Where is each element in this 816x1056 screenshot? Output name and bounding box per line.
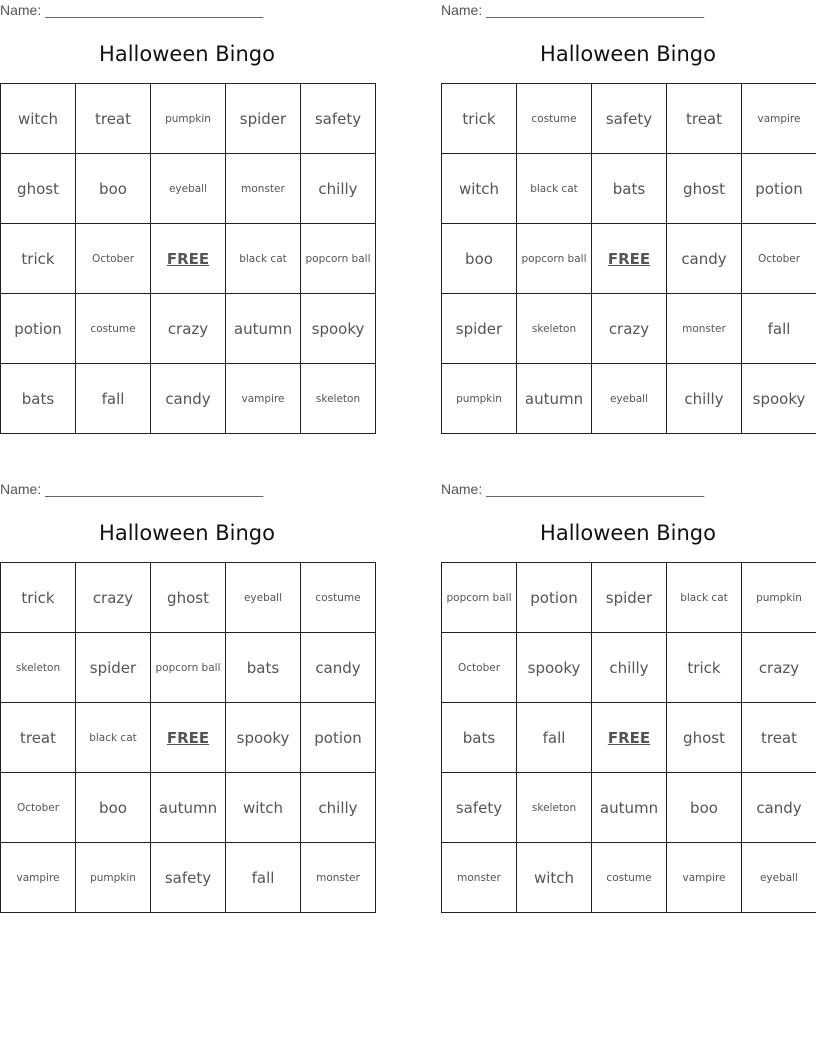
bingo-cell: candy xyxy=(151,364,226,434)
bingo-cell: chilly xyxy=(667,364,742,434)
bingo-cell: safety xyxy=(301,84,376,154)
free-space-cell: FREE xyxy=(592,703,667,773)
bingo-cell: ghost xyxy=(1,154,76,224)
card-title: Halloween Bingo xyxy=(540,521,716,545)
bingo-cell: skeleton xyxy=(517,294,592,364)
card-title: Halloween Bingo xyxy=(540,42,716,66)
bingo-cell: spider xyxy=(226,84,301,154)
bingo-cell: treat xyxy=(76,84,151,154)
bingo-cell: autumn xyxy=(592,773,667,843)
bingo-cell: autumn xyxy=(517,364,592,434)
bingo-cell: skeleton xyxy=(301,364,376,434)
bingo-card-1 xyxy=(0,0,376,436)
bingo-cell: vampire xyxy=(1,843,76,913)
free-space-cell: FREE xyxy=(151,224,226,294)
bingo-cell: potion xyxy=(1,294,76,364)
name-label: Name: ____________________________ xyxy=(441,2,705,18)
bingo-cell: trick xyxy=(1,224,76,294)
name-label: Name: ____________________________ xyxy=(0,481,264,497)
bingo-cell: spooky xyxy=(517,633,592,703)
bingo-cell: eyeball xyxy=(742,843,816,913)
bingo-cell: autumn xyxy=(226,294,301,364)
bingo-cell: crazy xyxy=(742,633,816,703)
bingo-cell: witch xyxy=(442,154,517,224)
bingo-cell: autumn xyxy=(151,773,226,843)
bingo-cell: monster xyxy=(301,843,376,913)
bingo-cell: pumpkin xyxy=(742,563,816,633)
bingo-cell: ghost xyxy=(151,563,226,633)
bingo-cell: ghost xyxy=(667,703,742,773)
bingo-cell: October xyxy=(442,633,517,703)
bingo-cell: potion xyxy=(301,703,376,773)
bingo-cell: boo xyxy=(667,773,742,843)
bingo-cell: spider xyxy=(592,563,667,633)
bingo-cell: eyeball xyxy=(592,364,667,434)
bingo-cell: popcorn ball xyxy=(517,224,592,294)
card-title: Halloween Bingo xyxy=(99,42,275,66)
bingo-cell: trick xyxy=(442,84,517,154)
bingo-cell: skeleton xyxy=(1,633,76,703)
bingo-cell: October xyxy=(76,224,151,294)
bingo-cell: treat xyxy=(667,84,742,154)
bingo-cell: chilly xyxy=(301,154,376,224)
bingo-cell: costume xyxy=(592,843,667,913)
bingo-cell: crazy xyxy=(592,294,667,364)
bingo-cell: potion xyxy=(742,154,816,224)
bingo-cell: witch xyxy=(226,773,301,843)
bingo-cell: trick xyxy=(667,633,742,703)
bingo-cell: boo xyxy=(76,773,151,843)
bingo-card-4 xyxy=(441,479,816,915)
bingo-cell: bats xyxy=(442,703,517,773)
bingo-cell: boo xyxy=(76,154,151,224)
bingo-cell: popcorn ball xyxy=(442,563,517,633)
bingo-cell: safety xyxy=(592,84,667,154)
bingo-cell: chilly xyxy=(301,773,376,843)
bingo-cell: fall xyxy=(517,703,592,773)
bingo-cell: October xyxy=(742,224,816,294)
bingo-cell: fall xyxy=(226,843,301,913)
bingo-cell: treat xyxy=(742,703,816,773)
bingo-cell: trick xyxy=(1,563,76,633)
bingo-cell: fall xyxy=(742,294,816,364)
bingo-cell: chilly xyxy=(592,633,667,703)
bingo-cell: vampire xyxy=(742,84,816,154)
bingo-cell: crazy xyxy=(76,563,151,633)
bingo-cell: witch xyxy=(1,84,76,154)
bingo-cell: costume xyxy=(76,294,151,364)
bingo-cell: spooky xyxy=(301,294,376,364)
bingo-grid xyxy=(0,562,376,913)
bingo-cell: candy xyxy=(742,773,816,843)
bingo-cell: skeleton xyxy=(517,773,592,843)
bingo-cell: black cat xyxy=(667,563,742,633)
bingo-cell: bats xyxy=(592,154,667,224)
bingo-cell: October xyxy=(1,773,76,843)
bingo-cell: bats xyxy=(1,364,76,434)
bingo-cell: fall xyxy=(76,364,151,434)
bingo-cell: spooky xyxy=(742,364,816,434)
bingo-cell: ghost xyxy=(667,154,742,224)
bingo-cell: black cat xyxy=(226,224,301,294)
bingo-cell: popcorn ball xyxy=(151,633,226,703)
bingo-cell: pumpkin xyxy=(442,364,517,434)
bingo-cell: crazy xyxy=(151,294,226,364)
bingo-cell: popcorn ball xyxy=(301,224,376,294)
bingo-cell: pumpkin xyxy=(151,84,226,154)
bingo-cell: eyeball xyxy=(226,563,301,633)
bingo-cell: black cat xyxy=(76,703,151,773)
bingo-cell: eyeball xyxy=(151,154,226,224)
bingo-cell: potion xyxy=(517,563,592,633)
name-label: Name: ____________________________ xyxy=(441,481,705,497)
bingo-grid xyxy=(441,562,816,913)
bingo-cell: safety xyxy=(151,843,226,913)
bingo-card-3 xyxy=(0,479,376,915)
bingo-cell: pumpkin xyxy=(76,843,151,913)
bingo-cell: candy xyxy=(301,633,376,703)
bingo-cell: bats xyxy=(226,633,301,703)
card-title: Halloween Bingo xyxy=(99,521,275,545)
free-space-cell: FREE xyxy=(151,703,226,773)
bingo-cell: boo xyxy=(442,224,517,294)
bingo-cell: costume xyxy=(517,84,592,154)
bingo-card-2 xyxy=(441,0,816,436)
bingo-cell: spooky xyxy=(226,703,301,773)
bingo-cell: costume xyxy=(301,563,376,633)
bingo-cell: monster xyxy=(226,154,301,224)
bingo-cell: vampire xyxy=(226,364,301,434)
bingo-cell: vampire xyxy=(667,843,742,913)
bingo-cell: safety xyxy=(442,773,517,843)
bingo-grid xyxy=(0,83,376,434)
bingo-grid xyxy=(441,83,816,434)
bingo-cell: spider xyxy=(442,294,517,364)
bingo-cell: candy xyxy=(667,224,742,294)
bingo-cell: treat xyxy=(1,703,76,773)
bingo-cell: monster xyxy=(442,843,517,913)
bingo-cell: black cat xyxy=(517,154,592,224)
bingo-cell: spider xyxy=(76,633,151,703)
bingo-cell: witch xyxy=(517,843,592,913)
bingo-cell: monster xyxy=(667,294,742,364)
name-label: Name: ____________________________ xyxy=(0,2,264,18)
free-space-cell: FREE xyxy=(592,224,667,294)
